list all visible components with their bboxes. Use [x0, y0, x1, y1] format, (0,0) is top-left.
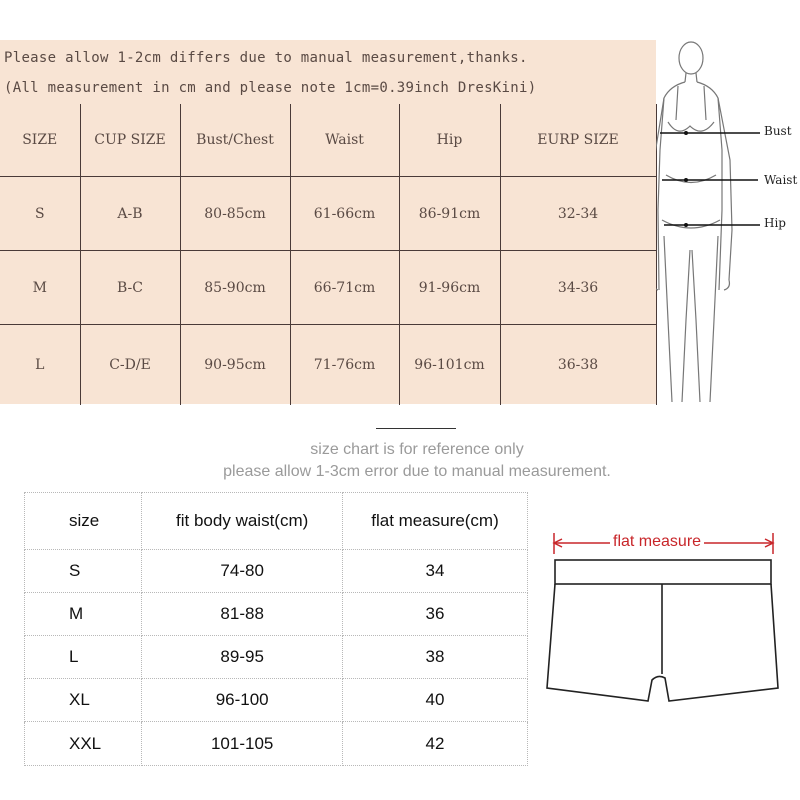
table-cell: 85-90cm [180, 251, 290, 325]
unit-note: (All measurement in cm and please note 1cm=0.39inch DresKini) [4, 80, 537, 96]
table-cell: S [0, 177, 80, 251]
table-cell: 61-66cm [290, 177, 399, 251]
header-cell: Bust/Chest [180, 104, 290, 177]
waist-label: Waist [764, 173, 798, 187]
table-row [0, 251, 656, 325]
table-cell: XXL [25, 722, 142, 766]
shorts-icon [540, 528, 790, 718]
header-cell: EURP SIZE [500, 104, 656, 177]
header-cell: SIZE [0, 104, 80, 177]
measurement-note: Please allow 1-2cm differs due to manual measurement,thanks. [4, 50, 528, 66]
table-row [25, 636, 528, 679]
reference-note: size chart is for reference only [310, 441, 524, 458]
table-cell: L [25, 636, 142, 679]
error-note: please allow 1-3cm error due to manual measurement. [223, 463, 611, 480]
table-row [0, 177, 656, 251]
header-cell: CUP SIZE [80, 104, 180, 177]
table-cell: 74-80 [142, 550, 343, 593]
table-cell: 101-105 [142, 722, 343, 766]
shorts-diagram [540, 528, 790, 718]
table-cell: A-B [80, 177, 180, 251]
table-row [0, 325, 656, 405]
table-row [25, 550, 528, 593]
table-cell: 34 [343, 550, 528, 593]
table-cell: 96-101cm [399, 325, 500, 405]
table-cell: 36 [343, 593, 528, 636]
flat-measure-label: flat measure [610, 533, 704, 551]
hip-label: Hip [764, 216, 786, 230]
table-cell: 36-38 [500, 325, 656, 405]
table-cell: 89-95 [142, 636, 343, 679]
table-cell: B-C [80, 251, 180, 325]
table-cell: 34-36 [500, 251, 656, 325]
header-cell: flat measure(cm) [343, 493, 528, 550]
table-cell: 38 [343, 636, 528, 679]
table-cell: 32-34 [500, 177, 656, 251]
table-cell: 91-96cm [399, 251, 500, 325]
table-cell: 96-100 [142, 679, 343, 722]
table-cell: 42 [343, 722, 528, 766]
table-row [25, 593, 528, 636]
table-cell: M [25, 593, 142, 636]
table-cell: 90-95cm [180, 325, 290, 405]
table-cell: 40 [343, 679, 528, 722]
table-cell: M [0, 251, 80, 325]
table-header-row [25, 493, 528, 550]
table-header-row [0, 104, 656, 177]
table-row [25, 679, 528, 722]
table-cell: XL [25, 679, 142, 722]
table-cell: C-D/E [80, 325, 180, 405]
divider [376, 428, 456, 429]
header-cell: Waist [290, 104, 399, 177]
header-cell: size [25, 493, 142, 550]
header-cell: fit body waist(cm) [142, 493, 343, 550]
table-cell: 66-71cm [290, 251, 399, 325]
header-cell: Hip [399, 104, 500, 177]
table-row [25, 722, 528, 766]
table-cell: 86-91cm [399, 177, 500, 251]
waist-size-table [24, 492, 528, 766]
cup-size-table [0, 104, 657, 405]
table-cell: S [25, 550, 142, 593]
table-cell: 81-88 [142, 593, 343, 636]
table-cell: L [0, 325, 80, 405]
bust-label: Bust [764, 124, 792, 138]
table-cell: 80-85cm [180, 177, 290, 251]
body-figure [656, 40, 800, 404]
table-cell: 71-76cm [290, 325, 399, 405]
